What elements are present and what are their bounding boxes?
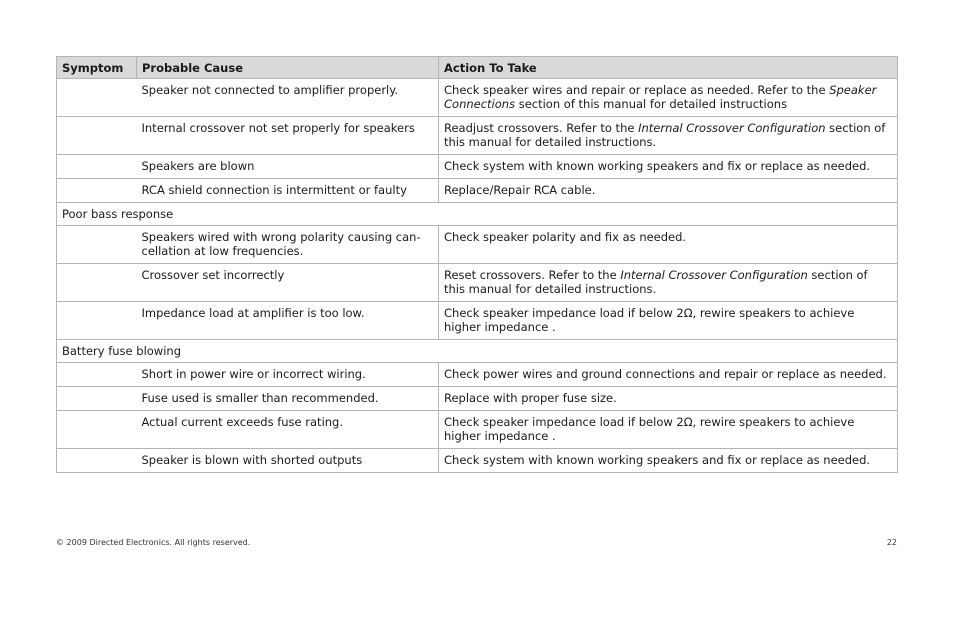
action-text: Check speaker wires and repair or replace as needed. Refer to the	[444, 83, 830, 97]
header-action-to-take: Action To Take	[439, 57, 898, 79]
action-text: Check power wires and ground connections and repair or replace as needed.	[444, 367, 887, 381]
action-text: Replace/Repair RCA cable.	[444, 183, 596, 197]
symptom-group-label: Poor bass response	[57, 203, 898, 226]
action-cell	[439, 387, 898, 411]
cause-cell: Crossover set incorrectly	[137, 264, 439, 302]
symptom-cell	[57, 155, 137, 179]
table-header-row	[57, 57, 898, 79]
footer-copyright: © 2009 Directed Electronics. All rights reserved.	[56, 538, 251, 547]
cause-cell: RCA shield connection is intermittent or faulty	[137, 179, 439, 203]
symptom-cell	[57, 117, 137, 155]
action-text: Check speaker polarity and fix as needed.	[444, 230, 687, 244]
action-cell	[439, 449, 898, 473]
symptom-cell	[57, 387, 137, 411]
table-row	[57, 179, 898, 203]
action-cell	[439, 302, 898, 340]
cause-cell: Speakers are blown	[137, 155, 439, 179]
table-row	[57, 387, 898, 411]
troubleshooting-table	[56, 56, 898, 473]
table-row	[57, 226, 898, 264]
cause-cell: Impedance load at amplifier is too low.	[137, 302, 439, 340]
symptom-group-label: Battery fuse blowing	[57, 340, 898, 363]
action-cell	[439, 179, 898, 203]
symptom-cell	[57, 411, 137, 449]
table-row	[57, 363, 898, 387]
symptom-cell	[57, 363, 137, 387]
cause-cell: Speaker not connected to amplifier properly.	[137, 79, 439, 117]
cause-cell: Speakers wired with wrong polarity causing can-cellation at low frequencies.	[137, 226, 439, 264]
table-row	[57, 411, 898, 449]
cause-cell: Fuse used is smaller than recommended.	[137, 387, 439, 411]
action-text: section of this manual for detailed instructions.	[444, 268, 868, 296]
symptom-group-row	[57, 340, 898, 363]
action-cell	[439, 363, 898, 387]
action-text: Reset crossovers. Refer to the	[444, 268, 621, 282]
action-text: Check speaker impedance load if below 2Ω, rewire speakers to achieve higher impedance .	[444, 306, 855, 334]
action-text: Readjust crossovers. Refer to the	[444, 121, 639, 135]
action-cell	[439, 117, 898, 155]
action-cell	[439, 411, 898, 449]
action-text: Replace with proper fuse size.	[444, 391, 617, 405]
action-cell	[439, 264, 898, 302]
action-cell	[439, 155, 898, 179]
cause-cell: Internal crossover not set properly for speakers	[137, 117, 439, 155]
cause-cell: Speaker is blown with shorted outputs	[137, 449, 439, 473]
action-text: Check speaker impedance load if below 2Ω, rewire speakers to achieve higher impedance .	[444, 415, 855, 443]
table-row	[57, 117, 898, 155]
table-row	[57, 449, 898, 473]
action-cell	[439, 226, 898, 264]
symptom-cell	[57, 302, 137, 340]
cause-cell: Short in power wire or incorrect wiring.	[137, 363, 439, 387]
table-row	[57, 264, 898, 302]
table-row	[57, 155, 898, 179]
table-row	[57, 302, 898, 340]
symptom-cell	[57, 179, 137, 203]
action-text: section of this manual for detailed instructions.	[444, 121, 886, 149]
symptom-cell	[57, 79, 137, 117]
action-text: Check system with known working speakers and fix or replace as needed.	[444, 453, 871, 467]
symptom-group-row	[57, 203, 898, 226]
action-reference: Speaker Connections	[444, 83, 877, 111]
header-symptom: Symptom	[57, 57, 137, 79]
action-reference: Internal Crossover Configuration	[638, 121, 826, 135]
table-row	[57, 79, 898, 117]
action-text: Check system with known working speakers and fix or replace as needed.	[444, 159, 871, 173]
header-probable-cause: Probable Cause	[137, 57, 439, 79]
symptom-cell	[57, 226, 137, 264]
cause-cell: Actual current exceeds fuse rating.	[137, 411, 439, 449]
symptom-cell	[57, 264, 137, 302]
footer-page-number: 22	[886, 538, 897, 547]
action-cell	[439, 79, 898, 117]
action-text: section of this manual for detailed instructions	[515, 97, 788, 111]
symptom-cell	[57, 449, 137, 473]
action-reference: Internal Crossover Configuration	[620, 268, 808, 282]
